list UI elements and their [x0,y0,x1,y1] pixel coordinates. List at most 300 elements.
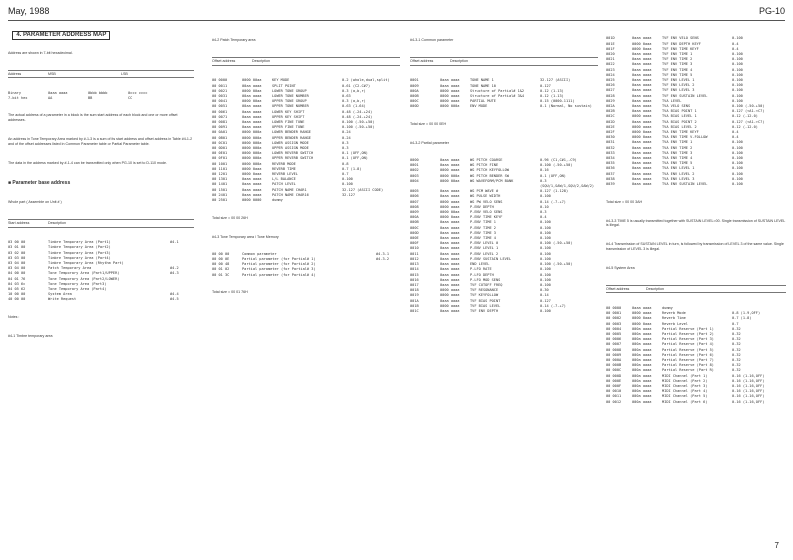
table-row [212,273,400,278]
table-cell: 0-100 (-50-+50) [540,163,573,168]
table-cell: 0000 00aa [242,78,262,83]
table-cell: 0-100 [540,230,551,235]
table-cell: 0000 aaaa [440,168,460,173]
table-cell: 0aaa aaaa [242,187,262,192]
table-cell: TVA ENV LEVEL 2 [662,171,695,176]
page-header [8,6,785,20]
table-cell: 0-63 [342,94,351,99]
table-cell: 00 0B01 [212,135,228,140]
table-cell: PARTIAL MUTE [470,99,496,104]
table-cell: 00 000F [606,383,622,388]
table-cell: 0aaa aaaa [632,161,652,166]
table-cell: 00 00 00 [212,251,230,256]
table-cell: 0000 aaaa [440,199,460,204]
table-cell: TVF ENV LEVEL 2 [662,83,695,88]
table-cell: 0-4 [540,215,547,220]
table-cell: TVF BIAS POINT [470,298,501,303]
table-cell: 0-2 (whole,dual,split) [342,78,390,83]
table-cell: MIDI Channel (Part 1) [662,373,708,378]
table-cell: 0-100 [540,256,551,261]
table-cell: 0-100 [540,267,551,272]
table-cell: 0000 00aa [440,178,460,183]
table-cell: 0-100 [732,67,743,72]
table-cell: 0-100 [732,88,743,93]
table-cell: 0-100 [732,140,743,145]
table-cell: 0039 [606,182,615,187]
table-cell: Partial parameter (for Partial# 2) [242,262,316,267]
table-cell: 0aaa aaaa [440,163,460,168]
table-cell: TVF ENV LEVEL 1 [662,78,695,83]
table-cell: 0-12 (1-13) [540,94,564,99]
table-cell: 03 04 00 [8,261,26,266]
table-cell: 0030 [606,135,615,140]
section-title: 4. PARAMETER ADDRESS MAP [12,31,110,40]
table-cell: 00 00 0E [212,256,230,261]
table-cell: 00 0E01 [212,151,228,156]
table-cell: 0-12 (-12-0) [732,124,758,129]
table-cell: 0aaa aaaa [632,145,652,150]
table-cell: 0000 0aaa [632,46,652,51]
table-cell: 0031 [606,140,615,145]
table-cell: 00 0051 [212,104,228,109]
table-cell: TVA ENV TIME 5 [662,161,693,166]
table-cell: 0-127 (1-128) [540,189,569,194]
table-cell: TVF RESONANCE [470,288,499,293]
table-cell: P-ENV LEVEL 2 [470,251,499,256]
table-cell: 0-32 [732,331,741,336]
table-cell: 0000 0000 [242,198,262,203]
table-cell: 0-100 (-50-+50) [732,104,765,109]
table-cell: 000B [410,94,419,99]
table-cell: 0000 [410,158,419,163]
table-cell: 40 00 00 [8,297,26,302]
table-cell: 0-100 [732,78,743,83]
table-cell: 0-32 [732,342,741,347]
table-cell: L/L BALANCE [272,177,296,182]
table-cell: 0-127 [540,298,551,303]
table-cell: Partial Reserve (Part 7) [662,357,714,362]
table-cell: 0000 00aa [440,210,460,215]
table-cell: 0-100 (-50-+50) [342,125,375,130]
table-cell: TVA BIAS POINT 1 [662,109,697,114]
table-cell: TVF ENV TIME 5 [662,72,693,77]
table-cell: 0-100 [732,176,743,181]
table-cell: 0000 0aaa [242,172,262,177]
table-cell: 00 000B [606,363,622,368]
table-cell: 0019 [410,293,419,298]
page-number: 7 [774,541,779,550]
table-cell: 0aaa aaaa [440,256,460,261]
table-cell: P-ENV VELO SENS [470,210,503,215]
note-4-4: #4-4 Transmission of SUSTAIN LEVEL in turn, is followed by transmission of LEVEL 3 of the same value. Single transmission of LEVEL 3 is illegal. [606,242,784,251]
table-cell: 002F [606,130,615,135]
table-cell: KEY MODE [272,78,290,83]
table-cell: 7-bit hex [8,95,28,100]
table-cell: UPPER FINE TUNE [272,125,305,130]
table-cell: 002A [606,104,615,109]
table-row [8,96,194,101]
table-cell: 001B [410,303,419,308]
table-cell: 0aaa aaaa [440,78,460,83]
table-cell: 00 2501 [212,198,228,203]
table-cell: 0aaa aaaa [440,189,460,194]
table-cell: 0027 [606,88,615,93]
table-cell: Partial parameter (for Partial# 3) [242,267,316,272]
base-table [8,240,194,302]
header-model: PG-10 [758,6,785,16]
table-cell: 000F [410,241,419,246]
table-cell: TVA ENV TIME 2 [662,145,693,150]
table-cell: 000a aaaa [632,357,652,362]
table-cell: 0-100 [732,83,743,88]
table-cell: 001C [410,308,419,313]
table-cell: UPPER TONE GROUP [272,99,307,104]
table-cell: REVERB LEVEL [272,172,298,177]
table-cell: 0aaa aaaa [242,125,262,130]
table-cell: 00 0005 [606,331,622,336]
table-cell: 00 0006 [606,337,622,342]
table-cell: WG PITCH COARSE [470,158,503,163]
table-cell: LOWER KEY SHIFT [272,109,305,114]
subsection-sub: Whole part ( Assemble on Unit # ) [8,200,62,205]
table-cell: 0aaa aaaa [632,109,652,114]
note-4-3-3: #4-3-3 TIME 5 is usually transmitted together with SUSTAIN LEVEL=00. Single transmission of SUSTAIN LEVEL is illegal. [606,218,786,228]
table-cell: 0-96 (C1,C#1,-C9) [540,158,577,163]
table-cell: 001E [606,41,615,46]
table-cell: 0aaa aaaa [632,104,652,109]
table-cell: 0-7 (1-8) [732,316,752,321]
table-cell: 0005 [410,189,419,194]
table-cell: 0-7 [732,321,739,326]
table-cell: 000a aaaa [632,368,652,373]
table-cell: 00 000A [606,357,622,362]
table-cell: 0aaa aaaa [440,225,460,230]
table-cell: Tone Temporary Area (Part2/LOWER) [48,276,120,281]
table-cell: SPLIT POINT [272,83,296,88]
table-cell: 00 0000 [212,78,228,83]
system-table-head: Offset address Description [606,285,786,294]
table-cell: LOWER REVERB SWITCH [272,151,314,156]
table-cell: LOWER BENDER RANGE [272,130,311,135]
table-cell: 0-100 [732,57,743,62]
table-cell: 0-14 (-7-+7) [540,303,566,308]
table-cell: 00 0F01 [212,156,228,161]
para-2: An address in Tone Temporary Area marked by #-1-3 is a sum of its start address and offset address in Table #4-1-2 and of the offset addresses listed in Common Parameter table or Partial Parameter table. [8,137,193,146]
table-cell: TVA ENV TIME V-FOLLOW [662,135,708,140]
table-cell: 0aaa aaaa [440,230,460,235]
table-cell: P-LFO RATE [470,267,492,272]
table-cell: #4-2 [170,266,179,271]
intro-text: Address are shown in 7-bit hexadecimal. [8,50,73,55]
table-cell: Patch Temporary Area [48,266,92,271]
table-cell: 0-100 [732,98,743,103]
table-cell [376,273,400,278]
table-cell: 000a aaaa [632,347,652,352]
table-cell: Partial Reserve (Part R) [662,368,714,373]
table-cell: 0aaa aaaa [632,88,652,93]
notes-label: Notes : [8,315,20,320]
table-cell: WG PITCH KEYFOLLOW [470,168,509,173]
table-cell: 0034 [606,156,615,161]
table-cell: 00 0009 [606,352,622,357]
table-cell: 0aaa aaaa [440,158,460,163]
table-cell: 00 0061 [212,109,228,114]
table-cell: #4-1 [170,240,179,245]
table-cell: 0-32 [732,352,741,357]
table-cell: 00 0003 [606,321,622,326]
table-cell: 002E [606,124,615,129]
table-cell: P-ENV TIME KEYF [470,215,503,220]
base-table-head: Start address Description [8,219,194,228]
table-cell: 0-100 [540,236,551,241]
table-cell: P-ENV TIME 3 [470,230,496,235]
table-cell: 0-16 (1-16,OFF) [732,389,765,394]
table-cell: 0-100 [732,156,743,161]
table-cell: 0000 0aaa [632,130,652,135]
header-rule [8,20,785,21]
table-cell: 0-14 (-7-+7) [540,199,566,204]
table-cell: 0-3 [540,210,547,215]
table-cell: 0016 [410,277,419,282]
table-cell: 0ccc cccc [128,90,148,95]
table-cell: 0-16 (1-16,OFF) [732,378,765,383]
table-cell: 0007 [410,199,419,204]
table-cell: 0-32 [732,363,741,368]
table-cell: 00 0008 [606,347,622,352]
table-cell: 0022 [606,62,615,67]
table-cell: 0-30 [540,288,549,293]
table-cell: REVERB TIME [272,166,296,171]
table-cell: TVA ENV TIME KEYF [662,130,699,135]
table-cell: 00aa aaaa [242,94,262,99]
table-cell: 0-127 (<A1-<C7) [732,109,765,114]
table-cell: 32-127 (ASCII CODE) [342,187,384,192]
table-cell: Common parameter [242,251,277,256]
table-cell: 0aaa aaaa [440,251,460,256]
table-cell: TVF ENV TIME KEYF [662,46,699,51]
table-cell: 0-100 (-50-+50) [342,120,375,125]
table-cell: 0-32 [732,347,741,352]
table-cell: MIDI Channel (Part 2) [662,378,708,383]
table-cell: UPPER REVERB SWITCH [272,156,314,161]
table-cell: Partial Reserve (Part 5) [662,347,714,352]
table-cell: 0aaa aaaa [440,220,460,225]
table-cell: 0-100 (-50-+50) [540,262,573,267]
table-row [606,182,786,187]
table-cell: 0-3 [342,140,349,145]
column-3 [410,26,598,546]
table-cell: 0-127 (<A1->C7) [732,119,765,124]
table-cell: 00 0002 [606,316,622,321]
table-cell: 0aaa aaaa [242,114,262,119]
table-cell: TONE NAME 10 [470,83,496,88]
table-row [8,297,194,302]
table-cell: 0000 000a [242,161,262,166]
table-cell: Timbre Temporary Area (Rhythm Part) [48,261,124,266]
table-cell: 0-24 [342,135,351,140]
table-cell: 0003 [410,173,419,178]
table-cell: 04 01 76 [8,276,26,281]
table-cell: 0-14 [540,293,549,298]
table-cell: 0-32 [732,368,741,373]
table-cell: 0000 000a [242,146,262,151]
table-cell: 0006 [410,194,419,199]
table-cell: #4-5 [170,297,179,302]
table-cell: 0-16 (1-16,OFF) [732,383,765,388]
tone-total: Total size = 00 01 76H [212,290,248,295]
table-cell: 00 0007 [606,342,622,347]
table-cell: 0aaa aaaa [632,98,652,103]
table-cell: 0-32 [732,326,741,331]
table-cell: 04 03 6c [8,281,26,286]
table-cell: WG WAVEFORM/PCM BANK [470,178,514,183]
table-cell: 32-127 [342,192,355,197]
table-cell: 0aaa aaaa [440,236,460,241]
column-2 [212,26,400,546]
table-cell: 000a aaaa [632,352,652,357]
table-cell: dummy [662,305,673,310]
table-cell: 0-1 (OFF,ON) [540,173,566,178]
table-cell: 0011 [410,251,419,256]
table-cell: 0001 [410,78,419,83]
table-cell: PATCH NAME CHAR16 [272,192,309,197]
table-cell: Tone Temporary Area (Part1/UPPER) [48,271,120,276]
partial-table-cont [606,36,786,187]
patch-table [212,78,400,203]
table-cell: 0000 aaaa [632,311,652,316]
table-cell: 03 00 00 [8,240,26,245]
table-cell: 0-100 [732,36,743,41]
addr-table-head: Address MSB LSB [8,70,194,79]
table-cell: 0-100 [540,308,551,313]
table-cell: 000a aaaa [632,373,652,378]
table-cell: 0037 [606,171,615,176]
table-cell: PATCH LEVEL [272,182,296,187]
table-cell: P-ENV TIME 2 [470,225,496,230]
table-cell: 0-100 [732,145,743,150]
table-cell: TVF ENV SUSTAIN LEVEL [662,93,708,98]
table-cell: 000a aaaa [632,326,652,331]
table-cell: 00aa aaaa [242,104,262,109]
table-cell: 000E [410,236,419,241]
table-cell: #4-3 [170,271,179,276]
table-cell: 0038 [606,176,615,181]
table-cell: 0-48 (-24-+24) [342,109,373,114]
table-cell: 0-100 [732,166,743,171]
table-cell: WG PITCH FINE [470,163,499,168]
para-3: The data in the address marked by #-1-4 can be transmitted only when PG-10 is set to D-110 mode. [8,160,167,165]
table-cell: 0002 [410,168,419,173]
table-cell: 0015 [410,272,419,277]
table-cell: 0aaa aaaa [632,52,652,57]
partial-total: Total size = 00 00 3AH [606,199,643,204]
table-cell: 0-3 [342,146,349,151]
table-cell: 00 0004 [606,326,622,331]
table-cell: 0025 [606,78,615,83]
table-cell: 0-10 [540,204,549,209]
table-cell: 0000 0aaa [440,215,460,220]
table-cell: 0-100 [540,220,551,225]
table-cell: 000a aaaa [632,363,652,368]
table-cell: 0035 [606,161,615,166]
table-cell: UPPER TONE NUMBER [272,104,309,109]
table-cell: #4-3-1 [376,251,389,256]
table-cell: 0-1 (Normal, No sustain) [540,104,592,109]
table-cell: 0000 aaaa [440,303,460,308]
table-cell: 0-100 [342,177,353,182]
table-cell: 00 0A01 [212,130,228,135]
table-cell: TVA ENV LEVEL 3 [662,176,695,181]
table-cell: TVF CUTOFF FREQ [470,282,503,287]
table-cell: Timbre Temporary Area (Part2) [48,245,111,250]
subsection-title: ■ Parameter base address [8,179,71,186]
table-cell: 0000 000a [242,135,262,140]
table-row [410,309,598,314]
table-cell: LOWER TONE NUMBER [272,94,309,99]
table-cell: 00 0081 [212,120,228,125]
table-cell: 000C [410,99,419,104]
table-cell: 0-100 [732,52,743,57]
table-cell: System Area [48,292,72,297]
table-cell: TVF ENV LEVEL 3 [662,88,695,93]
table-cell: 0026 [606,83,615,88]
table-cell: 0aaa aaaa [242,182,262,187]
table-cell: 00 000E [606,378,622,383]
table-cell: 0018 [410,288,419,293]
table-cell: P-ENV LEVEL 0 [470,241,499,246]
table-cell: 0aaa aaaa [632,166,652,171]
table-cell: 0aaa aaaa [632,176,652,181]
table-cell: WG PW VELO SENS [470,199,503,204]
table-row [212,198,400,203]
table-cell: Timbre Temporary Area (Part3) [48,250,111,255]
table-cell: 0017 [410,282,419,287]
table-cell: Partial Reserve (Part 2) [662,331,714,336]
table-cell: END LEVEL [470,262,490,267]
table-cell: 00 0010 [606,389,622,394]
tone-heading: #4-3 Tone Temporary area / Tone Memory [212,234,279,239]
table-cell: 0aaa aaaa [242,177,262,182]
table-cell: 0000 000a [242,140,262,145]
table-cell: 0-100 [540,282,551,287]
table-cell: LOWER TONE GROUP [272,88,307,93]
table-cell: 000a aaaa [632,331,652,336]
table-cell: 0008 [410,204,419,209]
table-cell: 0-4 [732,41,739,46]
table-cell: TVA ENV TIME 4 [662,156,693,161]
table-cell: 002C [606,114,615,119]
table-cell: 0000 000a [440,104,460,109]
table-cell: 0009 [410,83,419,88]
table-cell: 00 0012 [606,399,622,404]
table-cell: 00 0031 [212,94,228,99]
table-cell: P-ENV LEVEL 1 [470,246,499,251]
table-cell: AA [48,95,53,100]
table-cell: 0-1 (OFF,ON) [342,151,368,156]
table-cell: TONE NAME 1 [470,78,494,83]
table-cell: 0aaa aaaa [632,182,652,187]
table-cell: 0-100 [732,171,743,176]
table-cell: 0-63 (1-64) [342,104,366,109]
table-cell: 0000 aaaa [440,204,460,209]
table-cell: 0000 000a [242,156,262,161]
table-cell: 0-3 (SQU/1,SAW/1,SQU/2,SAW/2) [540,178,595,189]
table-row [606,400,786,405]
table-cell: Timbre Temporary Area (Part1) [48,240,111,245]
table-cell: 0-16 (1-16,OFF) [732,394,765,399]
table-cell: 0-3 (a,b,r) [342,88,366,93]
table-cell: 03 02 00 [8,250,26,255]
